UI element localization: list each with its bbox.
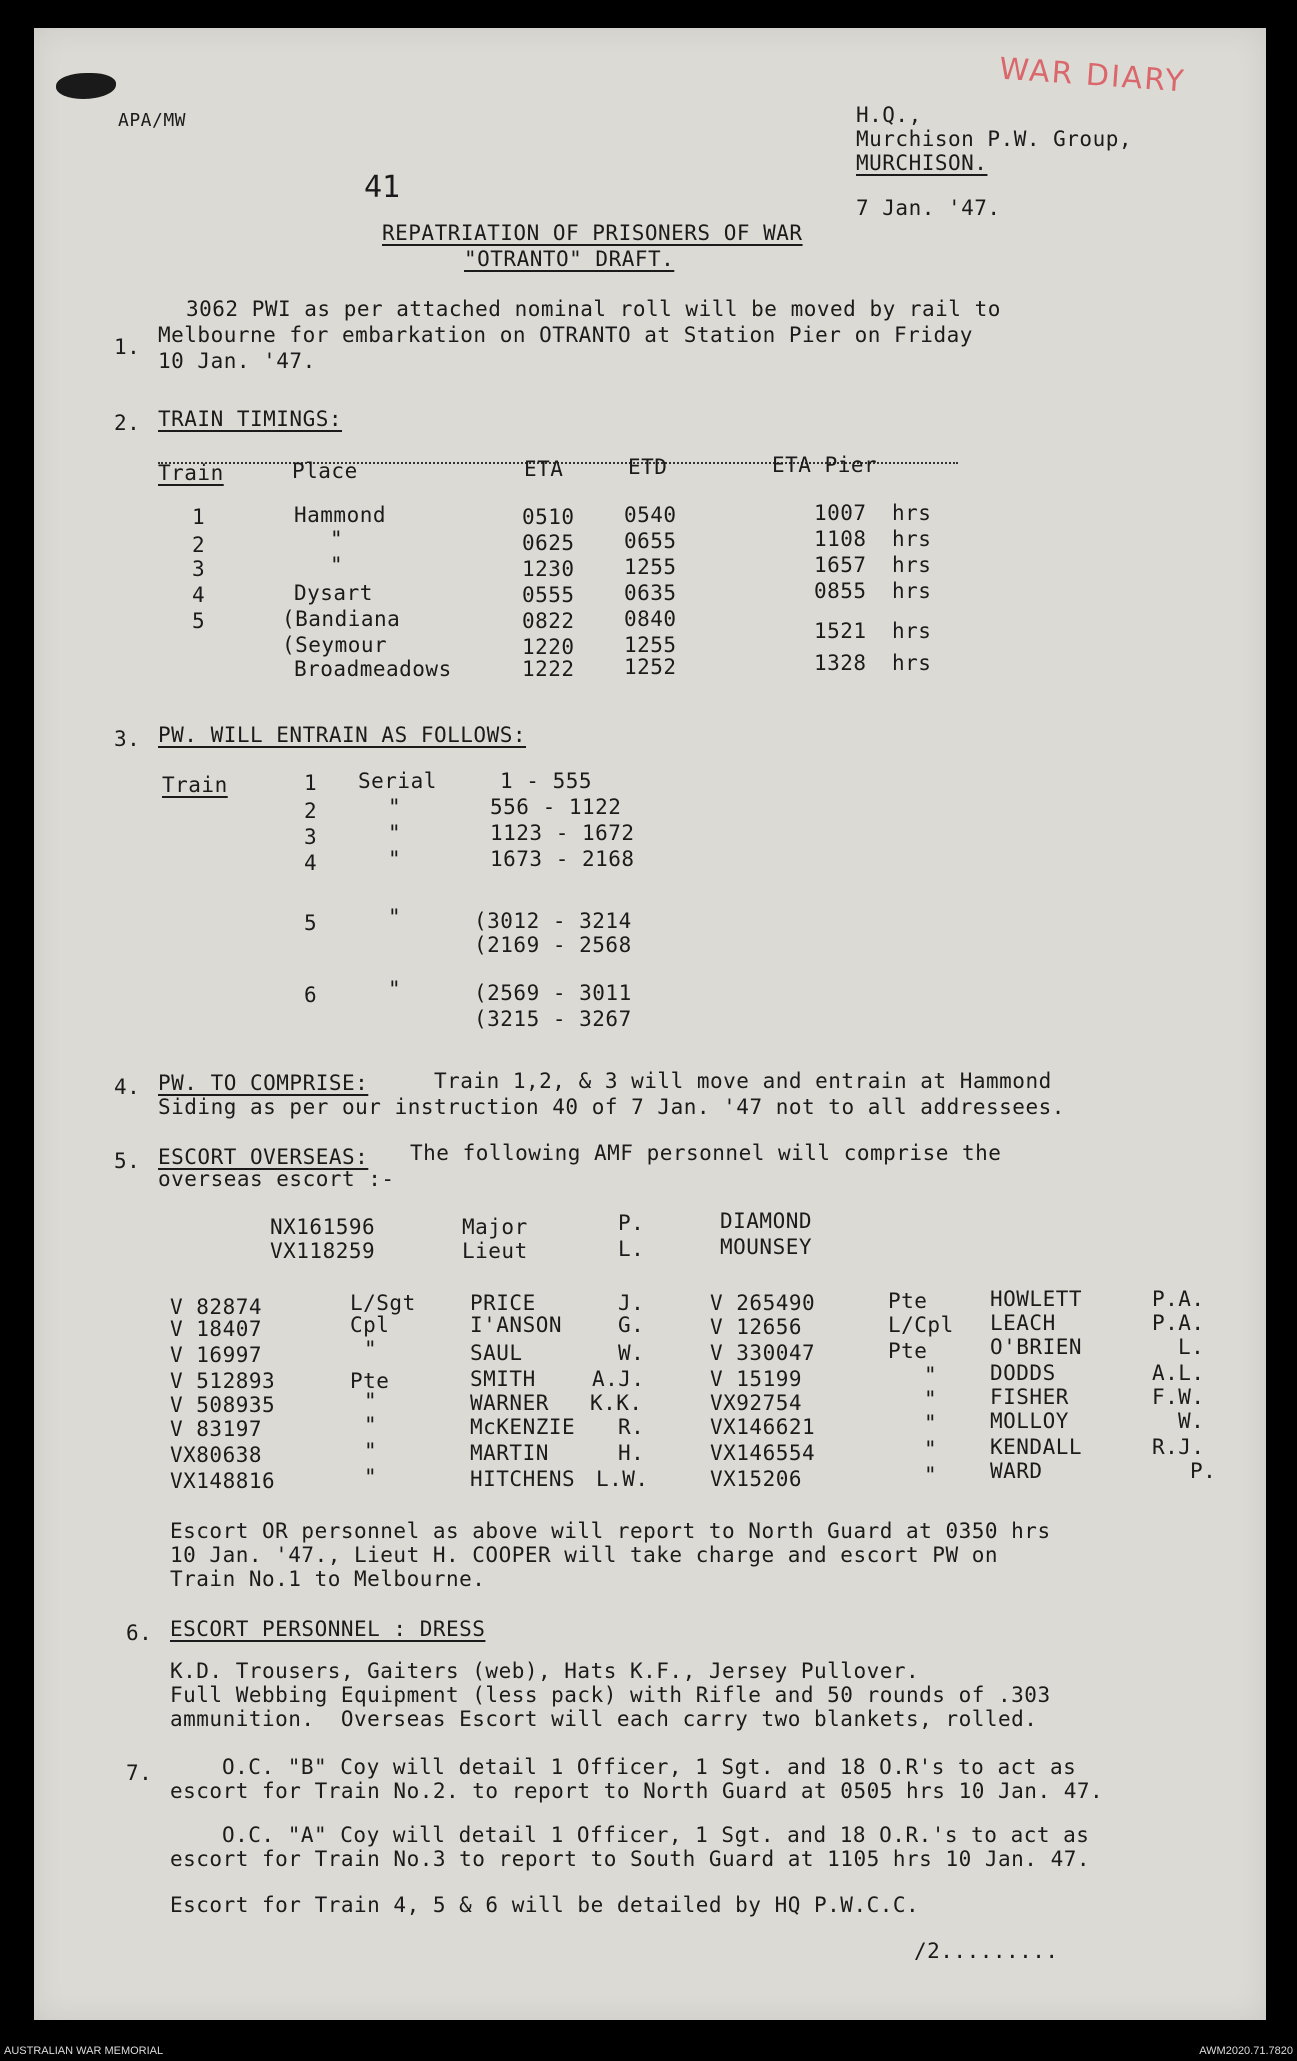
para-7-line: escort for Train No.2. to report to North Guard at 0505 hrs 10 Jan. 47. [170,1779,1104,1803]
escort-number: V 265490 [710,1291,816,1315]
timing-cell: 1328 [814,651,867,675]
document-number: 41 [364,170,401,205]
col-eta-pier: ETA Pier [772,453,878,477]
war-diary-stamp: WAR DIARY [998,51,1187,100]
para-1-line: 10 Jan. '47. [158,349,316,373]
escort-initials: W. [618,1341,645,1365]
ink-blot-mark [56,73,116,99]
escort-initials: P. [1190,1459,1217,1483]
timing-cell: " [330,527,344,551]
para-4-heading: PW. TO COMPRISE: [158,1071,369,1095]
escort-number: V 18407 [170,1317,263,1341]
escort-surname: McKENZIE [470,1415,576,1439]
timing-cell: hrs [892,527,932,551]
escort-surname: FISHER [990,1385,1069,1409]
entrain-cell: 556 - 1122 [490,795,622,819]
officer-initial: L. [618,1237,645,1261]
entrain-cell: " [388,821,402,845]
para-6-line: ammunition. Overseas Escort will each carry two blankets, rolled. [170,1707,1038,1731]
escort-rank: " [924,1463,938,1487]
timing-cell: 5 [192,609,206,633]
escort-initials: J. [618,1291,645,1315]
escort-surname: HOWLETT [990,1287,1083,1311]
para-2-heading: TRAIN TIMINGS: [158,407,343,431]
para-4-line: Siding as per our instruction 40 of 7 Jan. '47 not to all addressees. [158,1095,1065,1119]
title-line-2: "OTRANTO" DRAFT. [464,247,675,271]
timing-cell: 0840 [624,607,677,631]
escort-rank: " [924,1363,938,1387]
escort-rank: Pte [888,1289,928,1313]
escort-number: V 15199 [710,1367,803,1391]
entrain-cell: (2169 - 2568 [474,933,632,957]
escort-rank: " [924,1387,938,1411]
col-train: Train [158,461,224,485]
officer-initial: P. [618,1211,645,1235]
escort-number: V 12656 [710,1315,803,1339]
escort-surname: MARTIN [470,1441,549,1465]
timing-cell: Hammond [294,503,387,527]
escort-note-line: Escort OR personnel as above will report to North Guard at 0350 hrs [170,1519,1051,1543]
para-4-line: Train 1,2, & 3 will move and entrain at Hammond [434,1069,1052,1093]
escort-number: V 16997 [170,1343,263,1367]
para-6-heading: ESCORT PERSONNEL : DRESS [170,1617,486,1641]
entrain-cell: (2569 - 3011 [474,981,632,1005]
escort-number: V 82874 [170,1295,263,1319]
escort-surname: LEACH [990,1311,1056,1335]
entrain-cell: 2 [304,799,318,823]
timing-cell: hrs [892,579,932,603]
escort-surname: SAUL [470,1341,523,1365]
timing-cell: 0822 [522,609,575,633]
escort-initials: L.W. [596,1467,649,1491]
para-2-number: 2. [114,411,141,435]
escort-surname: PRICE [470,1291,536,1315]
officer-number: VX118259 [270,1239,376,1263]
escort-surname: MOLLOY [990,1409,1069,1433]
timing-cell: (Bandiana [282,607,401,631]
para-7-number: 7. [126,1761,153,1785]
escort-initials: P.A. [1152,1311,1205,1335]
escort-number: V 330047 [710,1341,816,1365]
escort-rank: " [924,1411,938,1435]
para-1-number: 1. [114,335,141,359]
para-6-number: 6. [126,1621,153,1645]
document-page [34,28,1266,2020]
para-1-line: Melbourne for embarkation on OTRANTO at Station Pier on Friday [158,323,973,347]
timing-cell: 2 [192,533,206,557]
entrain-cell: (3215 - 3267 [474,1007,632,1031]
escort-initials: H. [618,1441,645,1465]
timing-cell: 0555 [522,583,575,607]
timing-cell: 0655 [624,529,677,553]
escort-rank: " [364,1413,378,1437]
timing-cell: Dysart [294,581,373,605]
officer-number: NX161596 [270,1215,376,1239]
timing-cell: 1220 [522,635,575,659]
hq-line-1: H.Q., [856,103,922,127]
escort-initials: A.L. [1152,1361,1205,1385]
escort-surname: WARD [990,1459,1043,1483]
continuation-marker: /2......... [914,1939,1059,1963]
escort-surname: HITCHENS [470,1467,576,1491]
footer-institution: AUSTRALIAN WAR MEMORIAL [4,2045,164,2057]
para-5-heading: ESCORT OVERSEAS: [158,1145,369,1169]
entrain-cell: 4 [304,851,318,875]
escort-number: V 512893 [170,1369,276,1393]
officer-surname: DIAMOND [720,1209,813,1233]
para-1-line: 3062 PWI as per attached nominal roll will be moved by rail to [186,297,1001,321]
timing-cell: hrs [892,651,932,675]
escort-number: VX146554 [710,1441,816,1465]
timing-cell: 1252 [624,655,677,679]
timing-cell: 0540 [624,503,677,527]
hq-line-2: Murchison P.W. Group, [856,127,1133,151]
entrain-cell: 1 - 555 [500,769,593,793]
timing-cell: hrs [892,619,932,643]
col-eta: ETA [524,457,564,481]
escort-surname: DODDS [990,1361,1056,1385]
reference-code: APA/MW [118,110,187,131]
escort-rank: Pte [350,1369,390,1393]
escort-initials: W. [1178,1409,1205,1433]
escort-rank: " [364,1337,378,1361]
entrain-cell: 1 [304,771,318,795]
officer-surname: MOUNSEY [720,1235,813,1259]
para-7-line: O.C. "B" Coy will detail 1 Officer, 1 Sgt. and 18 O.R's to act as [222,1755,1077,1779]
hq-line-3: MURCHISON. [856,151,988,175]
entrain-cell: 1123 - 1672 [490,821,635,845]
timing-cell: 1007 [814,501,867,525]
escort-rank: Cpl [350,1313,390,1337]
archive-footer [0,2042,1297,2061]
timing-cell: Broadmeadows [294,657,452,681]
title-line-1: REPATRIATION OF PRISONERS OF WAR [382,221,803,245]
para-7-line: Escort for Train 4, 5 & 6 will be detailed by HQ P.W.C.C. [170,1893,920,1917]
timing-cell: 4 [192,583,206,607]
para-6-line: Full Webbing Equipment (less pack) with Rifle and 50 rounds of .303 [170,1683,1051,1707]
timing-cell: (Seymour [282,633,388,657]
escort-initials: F.W. [1152,1385,1205,1409]
timing-cell: 1255 [624,555,677,579]
escort-initials: P.A. [1152,1287,1205,1311]
entrain-cell: " [388,977,402,1001]
timing-cell: 1255 [624,633,677,657]
timing-cell: 0635 [624,581,677,605]
timing-cell: 1 [192,505,206,529]
timing-cell: " [330,553,344,577]
escort-initials: G. [618,1313,645,1337]
para-4-number: 4. [114,1075,141,1099]
escort-initials: L. [1178,1335,1205,1359]
col-place: Place [292,459,358,483]
escort-surname: O'BRIEN [990,1335,1083,1359]
footer-accession: AWM2020.71.7820 [1199,2045,1293,2057]
train-label: Train [162,773,228,797]
escort-surname: SMITH [470,1367,536,1391]
entrain-cell: 5 [304,911,318,935]
timing-cell: hrs [892,501,932,525]
escort-rank: " [364,1465,378,1489]
escort-surname: I'ANSON [470,1313,563,1337]
timing-cell: 1108 [814,527,867,551]
timing-cell: 0855 [814,579,867,603]
timing-cell: 1222 [522,657,575,681]
escort-initials: R. [618,1415,645,1439]
escort-rank: L/Sgt [350,1291,416,1315]
escort-number: V 83197 [170,1417,263,1441]
escort-initials: A.J. [592,1367,645,1391]
para-7-line: O.C. "A" Coy will detail 1 Officer, 1 Sgt. and 18 O.R.'s to act as [222,1823,1090,1847]
escort-note-line: 10 Jan. '47., Lieut H. COOPER will take charge and escort PW on [170,1543,999,1567]
escort-rank: " [364,1439,378,1463]
para-5-number: 5. [114,1149,141,1173]
escort-number: VX146621 [710,1415,816,1439]
para-7-line: escort for Train No.3 to report to South Guard at 1105 hrs 10 Jan. 47. [170,1847,1091,1871]
escort-rank: Pte [888,1339,928,1363]
escort-rank: L/Cpl [888,1313,954,1337]
serial-label: Serial [358,769,437,793]
entrain-cell: 3 [304,825,318,849]
para-6-line: K.D. Trousers, Gaiters (web), Hats K.F., Jersey Pullover. [170,1659,920,1683]
entrain-cell: " [388,905,402,929]
escort-note-line: Train No.1 to Melbourne. [170,1567,486,1591]
escort-number: VX148816 [170,1469,276,1493]
document-date: 7 Jan. '47. [856,196,1001,220]
para-5-line: overseas escort :- [158,1167,395,1191]
para-5-line: The following AMF personnel will comprise the [410,1141,1002,1165]
escort-rank: " [364,1389,378,1413]
entrain-cell: (3012 - 3214 [474,909,632,933]
officer-rank: Major [462,1215,528,1239]
timing-cell: 0510 [522,505,575,529]
escort-number: V 508935 [170,1393,276,1417]
escort-surname: WARNER [470,1391,549,1415]
timing-cell: hrs [892,553,932,577]
para-3-number: 3. [114,727,141,751]
timing-cell: 3 [192,557,206,581]
timing-cell: 1230 [522,557,575,581]
escort-surname: KENDALL [990,1435,1083,1459]
entrain-cell: 6 [304,983,318,1007]
entrain-cell: " [388,847,402,871]
escort-number: VX80638 [170,1443,263,1467]
escort-number: VX92754 [710,1391,803,1415]
timing-cell: 0625 [522,531,575,555]
para-3-heading: PW. WILL ENTRAIN AS FOLLOWS: [158,723,527,747]
entrain-cell: " [388,795,402,819]
entrain-cell: 1673 - 2168 [490,847,635,871]
timing-cell: 1521 [814,619,867,643]
escort-number: VX15206 [710,1467,803,1491]
timing-cell: 1657 [814,553,867,577]
col-etd: ETD [628,455,668,479]
escort-rank: " [924,1437,938,1461]
officer-rank: Lieut [462,1239,528,1263]
escort-initials: K.K. [590,1391,643,1415]
escort-initials: R.J. [1152,1435,1205,1459]
